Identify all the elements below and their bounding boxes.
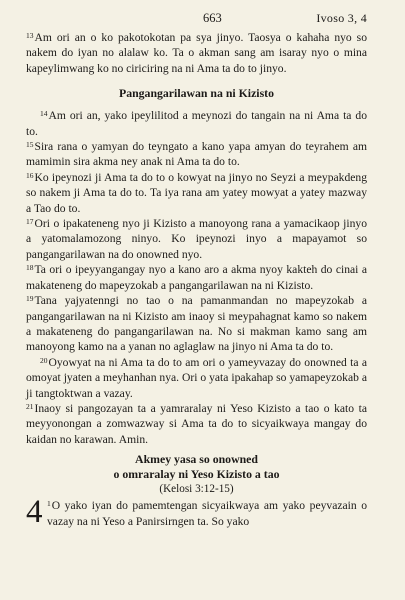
chapter-4-opening <box>26 494 367 531</box>
body-text <box>26 30 367 529</box>
verse-text: Am ori an o ko pakotokotan pa sya jinyo. Taosya o kahaha nyo so nakem do iyan no alalaw ko. Ta o akman sang am isaray nyo o mina kapeylimwang ko no ciriciring na ni Ama ta do to jinyo. <box>26 31 367 75</box>
verse-text: Ko ipeynozi ji Ama ta do to o kowyat na jinyo no Seyzi a meypakdeng so nakem ji Ama ta do to. Ta iya rana am yatey mowyat a yatey mazway a Tao do to. <box>26 170 367 215</box>
verse-number: 18 <box>26 263 34 273</box>
verse-16 <box>26 170 367 216</box>
running-head: Ivoso 3, 4 <box>316 11 367 25</box>
verse-text: O yako iyan do pamemtengan sicyaikwaya am yako peyvazain o vazay na ni Yeso a Panirsirngen ta. So yako <box>47 499 367 528</box>
section-heading-line-1: Akmey yasa so onowned <box>135 452 258 467</box>
page-number: 663 <box>203 11 222 25</box>
verse-21 <box>26 401 367 447</box>
verse-17 <box>26 216 367 262</box>
verse-text: Sira rana o yamyan do teyngato a kano yapa amyan do teyrahem am mamimin sira akma ney anak ni Ama ta do to. <box>26 140 367 169</box>
verse-19 <box>26 293 367 355</box>
chapter-number: 4 <box>26 494 43 531</box>
verse-number: 16 <box>26 170 34 180</box>
verse-20 <box>26 355 367 401</box>
section-heading-line-2: o omraralay ni Yeso Kizisto a tao <box>113 467 280 482</box>
verse-13 <box>26 30 367 76</box>
verse-number: 1 <box>47 499 51 509</box>
verse-number: 15 <box>26 140 34 150</box>
verse-number: 14 <box>40 109 48 119</box>
verse-18 <box>26 262 367 293</box>
cross-reference: (Kelosi 3:12-15) <box>159 483 234 496</box>
verse-number: 17 <box>26 217 34 227</box>
verse-4-1 <box>47 498 367 529</box>
verse-number: 20 <box>40 355 48 365</box>
verse-14 <box>26 108 367 139</box>
verse-text: Am ori an, yako ipeylilitod a meynozi do tangain na ni Ama ta do to. <box>26 109 367 138</box>
verse-15 <box>26 139 367 170</box>
verse-number: 21 <box>26 401 34 411</box>
page-header <box>26 0 367 30</box>
verse-text: Inaoy si pangozayan ta a yamraralay ni Yeso Kizisto a tao o kato ta meyyonongan a zomwazway si Ama ta do to sicyaikwaya mangay do kaidan no karawan. Amin. <box>26 401 367 446</box>
verse-text: Ori o ipakateneng nyo ji Kizisto a manoyong rana a yamacikaop jinyo a yatomalamozong ninyo. Ko ipeynozi inyo a mapayamot so pangangarilawan na do onowned nyo. <box>26 217 367 261</box>
section-heading: Pangangarilawan na ni Kizisto <box>118 86 275 101</box>
verse-number: 19 <box>26 294 34 304</box>
verse-text: Oyowyat na ni Ama ta do to am ori o yameyvazay do onowned ta a omoyat jyaten a meyhanhan nya. Ori o yata ipakahap so yamapeyzokab a ji tangtoktwan a vazay. <box>26 355 367 400</box>
verse-number: 13 <box>26 31 34 40</box>
verse-text: Ta ori o ipeyyangangay nyo a kano aro a akma nyoy kakteh do cinai a makateneng do mapeyzokab a pangangarilawan na ni Kizisto. <box>26 263 367 292</box>
verse-text: Tana yajyatenngi no tao o na pamanmandan no mapeyzokab a pangangarilawan na ni Kizisto am inaoy si meypahagnat kamo so nakem a makateneng do pangangarilawan na. No si makman kamo sang am manoyong kamo na a yanan no aglaglaw na jinyo ni Ama ta do to. <box>26 294 367 354</box>
